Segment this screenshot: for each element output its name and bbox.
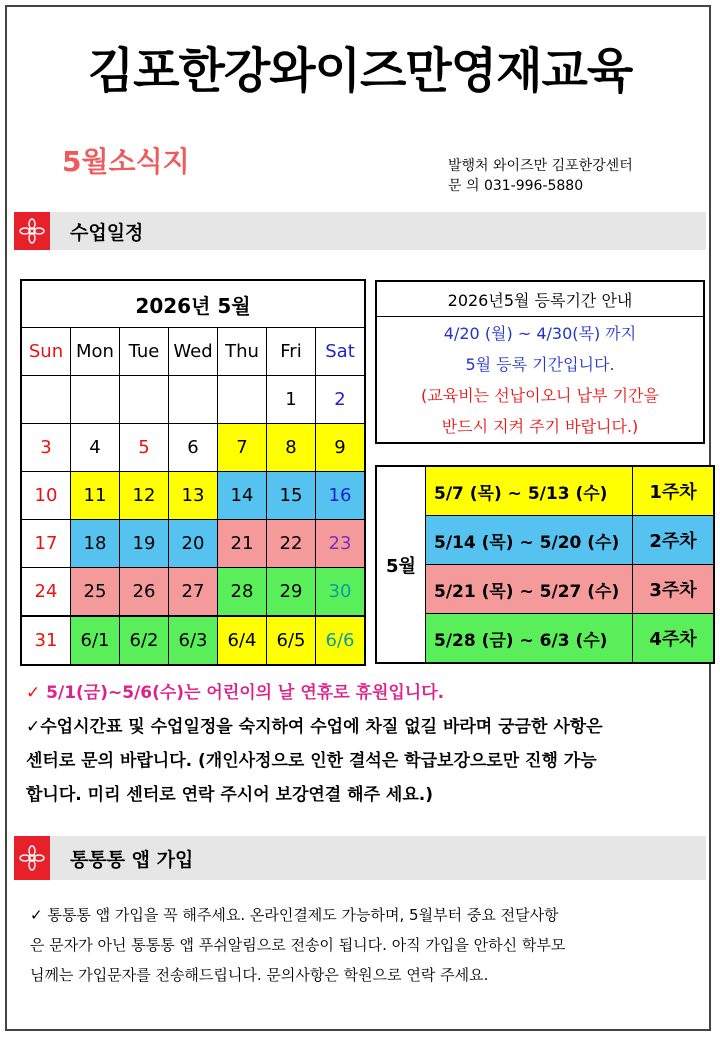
calendar-day: 23 <box>316 520 366 568</box>
calendar-day <box>71 376 120 424</box>
calendar-day: 29 <box>267 568 316 617</box>
week-label: 3주차 <box>633 565 715 614</box>
calendar-day <box>21 376 71 424</box>
calendar-day <box>120 376 169 424</box>
calendar-day: 19 <box>120 520 169 568</box>
calendar-day: 4 <box>71 424 120 472</box>
calendar-day: 6 <box>169 424 218 472</box>
weekday-header: Sat <box>316 328 366 376</box>
week-dates: 5/28 (금) ~ 6/3 (수) <box>426 614 633 664</box>
schedule-notice-line: 센터로 문의 바랍니다. (개인사정으로 인한 결석은 학급보강으로만 진행 가능 <box>26 751 597 771</box>
calendar-day: 6/5 <box>267 616 316 665</box>
calendar-day: 14 <box>218 472 267 520</box>
registration-info-box <box>375 280 705 444</box>
weekday-header: Wed <box>169 328 218 376</box>
weekday-header: Fri <box>267 328 316 376</box>
schedule-section-header <box>14 212 706 250</box>
page-title: 김포한강와이즈만영재교육 <box>87 43 633 99</box>
calendar-day: 22 <box>267 520 316 568</box>
calendar-day: 27 <box>169 568 218 617</box>
registration-notice: 5월 등록 기간입니다. <box>465 355 615 374</box>
app-notice <box>30 900 565 990</box>
registration-title: 2026년5월 등록기간 안내 <box>377 282 703 317</box>
registration-period: 4/20 (월) ~ 4/30(목) 까지 <box>443 324 637 343</box>
app-notice-line: 은 문자가 아닌 통통통 앱 푸쉬알림으로 전송이 됩니다. 아직 가입을 안하신 학부모 <box>30 936 566 954</box>
calendar-day: 26 <box>120 568 169 617</box>
week-label: 1주차 <box>633 466 715 516</box>
calendar-day: 18 <box>71 520 120 568</box>
app-section-title: 통통통 앱 가입 <box>70 848 194 871</box>
calendar-day: 24 <box>21 568 71 617</box>
schedule-notice <box>26 710 603 812</box>
app-notice-line: 통통통 앱 가입을 꼭 해주세요. 온라인결제도 가능하며, 5월부터 중요 전달사항 <box>47 906 559 924</box>
holiday-notice-text: 5/1(금)~5/6(수)는 어린이의 날 연휴로 휴원입니다. <box>46 683 445 703</box>
calendar-day: 7 <box>218 424 267 472</box>
calendar-day: 6/2 <box>120 616 169 665</box>
calendar-day <box>169 376 218 424</box>
week-label: 4주차 <box>633 614 715 664</box>
publisher-line: 발행처 와이즈만 김포한강센터 <box>448 158 633 174</box>
holiday-notice <box>26 676 444 710</box>
schedule-section-title: 수업일정 <box>70 221 144 244</box>
flower-icon <box>14 212 50 250</box>
calendar-day: 11 <box>71 472 120 520</box>
calendar-day: 17 <box>21 520 71 568</box>
check-icon: ✓ <box>30 906 43 924</box>
weekday-header: Tue <box>120 328 169 376</box>
check-icon: ✓ <box>26 717 41 737</box>
weekly-schedule-table <box>375 465 715 664</box>
calendar-day <box>218 376 267 424</box>
publisher-info <box>448 156 633 196</box>
weekday-header: Thu <box>218 328 267 376</box>
newsletter-subtitle: 5월소식지 <box>62 145 190 178</box>
calendar-day: 30 <box>316 568 366 617</box>
check-icon: ✓ <box>26 683 41 703</box>
contact-line: 문 의 031-996-5880 <box>448 178 584 194</box>
week-dates: 5/7 (목) ~ 5/13 (수) <box>426 466 633 516</box>
calendar-day: 1 <box>267 376 316 424</box>
calendar-day: 10 <box>21 472 71 520</box>
may-calendar <box>20 279 366 666</box>
calendar-day: 9 <box>316 424 366 472</box>
calendar-day: 12 <box>120 472 169 520</box>
week-label: 2주차 <box>633 516 715 565</box>
calendar-day: 25 <box>71 568 120 617</box>
schedule-notice-line: 합니다. 미리 센터로 연락 주시어 보강연결 해주 세요.) <box>26 785 433 805</box>
calendar-day: 8 <box>267 424 316 472</box>
calendar-day: 28 <box>218 568 267 617</box>
weekday-header: Mon <box>71 328 120 376</box>
schedule-notice-line: 수업시간표 및 수업일정을 숙지하여 수업에 차질 없길 바라며 궁금한 사항은 <box>40 717 603 737</box>
weekday-header: Sun <box>21 328 71 376</box>
calendar-day: 5 <box>120 424 169 472</box>
calendar-day: 15 <box>267 472 316 520</box>
flower-icon <box>14 836 50 880</box>
app-section-header <box>14 836 706 880</box>
calendar-day: 6/3 <box>169 616 218 665</box>
month-label: 5월 <box>376 466 426 663</box>
payment-notice: (교육비는 선납이오니 납부 기간을 <box>421 386 659 405</box>
calendar-day: 20 <box>169 520 218 568</box>
calendar-day: 2 <box>316 376 366 424</box>
calendar-day: 13 <box>169 472 218 520</box>
calendar-day: 6/1 <box>71 616 120 665</box>
week-dates: 5/14 (목) ~ 5/20 (수) <box>426 516 633 565</box>
calendar-day: 3 <box>21 424 71 472</box>
calendar-day: 6/6 <box>316 616 366 665</box>
calendar-day: 31 <box>21 616 71 665</box>
payment-notice-cont: 반드시 지켜 주기 바랍니다.) <box>441 417 639 436</box>
calendar-day: 6/4 <box>218 616 267 665</box>
calendar-day: 16 <box>316 472 366 520</box>
week-dates: 5/21 (목) ~ 5/27 (수) <box>426 565 633 614</box>
app-notice-line: 님께는 가입문자를 전송해드립니다. 문의사항은 학원으로 연락 주세요. <box>30 966 489 984</box>
calendar-day: 21 <box>218 520 267 568</box>
calendar-title: 2026년 5월 <box>21 280 365 328</box>
